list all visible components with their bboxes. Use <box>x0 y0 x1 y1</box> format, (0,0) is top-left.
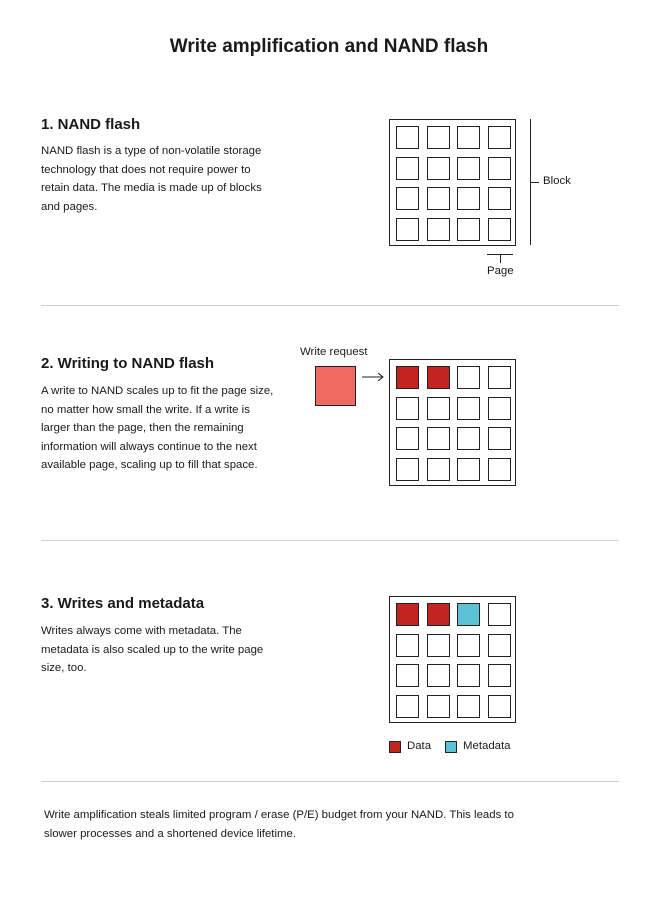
page-cell <box>396 427 419 450</box>
block-label-tick <box>531 182 539 183</box>
page-cell <box>396 458 419 481</box>
section-divider <box>41 781 619 782</box>
page-cell <box>427 157 450 180</box>
page-cell <box>488 427 511 450</box>
section-2-heading: 2. Writing to NAND flash <box>41 355 215 372</box>
page-cell <box>396 187 419 210</box>
page-label: Page <box>487 265 514 277</box>
page-cell <box>488 695 511 718</box>
page-cell <box>488 603 511 626</box>
page-cell <box>427 695 450 718</box>
page-cell <box>427 187 450 210</box>
page-cell <box>396 634 419 657</box>
page-cell <box>427 664 450 687</box>
page-cell-metadata <box>457 603 480 626</box>
page-cell <box>488 366 511 389</box>
page-cell <box>488 397 511 420</box>
page-cell <box>457 634 480 657</box>
page-cell <box>427 218 450 241</box>
legend-metadata-swatch <box>445 741 457 753</box>
page-cell <box>457 126 480 149</box>
page-cell-data <box>427 366 450 389</box>
page-cell <box>427 126 450 149</box>
page-cell <box>457 218 480 241</box>
page-cell <box>457 695 480 718</box>
section-divider <box>41 305 619 306</box>
page-cell <box>488 458 511 481</box>
nand-block-diagram-1 <box>389 119 516 246</box>
page-cell <box>488 187 511 210</box>
page-cell <box>396 397 419 420</box>
page-cell <box>488 218 511 241</box>
page-cell <box>488 664 511 687</box>
page-cell <box>457 427 480 450</box>
section-1-heading: 1. NAND flash <box>41 116 141 133</box>
section-1-body: NAND flash is a type of non-volatile storage technology that does not require power to retain data. The media is made up of blocks and pages. <box>41 145 262 213</box>
page-cell <box>427 634 450 657</box>
page-cell <box>396 126 419 149</box>
nand-block-diagram-3 <box>389 596 516 723</box>
page-cell <box>457 664 480 687</box>
page-cell <box>457 397 480 420</box>
page-cell <box>457 187 480 210</box>
write-arrow-icon <box>362 371 386 383</box>
page-cell <box>457 157 480 180</box>
page-cell-data <box>427 603 450 626</box>
write-request-box <box>315 366 356 406</box>
page-cell <box>396 157 419 180</box>
page-cell <box>427 458 450 481</box>
block-label: Block <box>543 175 571 187</box>
section-2-body: A write to NAND scales up to fit the page size, no matter how small the write. If a write is larger than the page, then the remaining information will always continue to the next available page, scaling up to fill that space. <box>41 385 274 472</box>
footer-note: Write amplification steals limited program / erase (P/E) budget from your NAND. This leads to slower processes and a shortened device lifetime. <box>44 809 514 840</box>
page-label-tick <box>500 254 501 263</box>
section-3-heading: 3. Writes and metadata <box>41 595 205 612</box>
page-cell <box>457 458 480 481</box>
page-cell <box>396 695 419 718</box>
page-cell <box>427 427 450 450</box>
legend-metadata-label: Metadata <box>463 740 511 752</box>
write-request-label: Write request <box>300 346 368 358</box>
page-cell <box>396 218 419 241</box>
legend-data-swatch <box>389 741 401 753</box>
page-cell-data <box>396 603 419 626</box>
nand-block-diagram-2 <box>389 359 516 486</box>
section-divider <box>41 540 619 541</box>
page-cell <box>488 157 511 180</box>
section-3-body: Writes always come with metadata. The metadata is also scaled up to the write page size, too. <box>41 625 264 675</box>
page-cell <box>427 397 450 420</box>
page-cell <box>488 634 511 657</box>
page-cell-data <box>396 366 419 389</box>
page-cell <box>457 366 480 389</box>
page-cell <box>488 126 511 149</box>
legend-data-label: Data <box>407 740 432 752</box>
page-title: Write amplification and NAND flash <box>169 36 489 57</box>
page-cell <box>396 664 419 687</box>
